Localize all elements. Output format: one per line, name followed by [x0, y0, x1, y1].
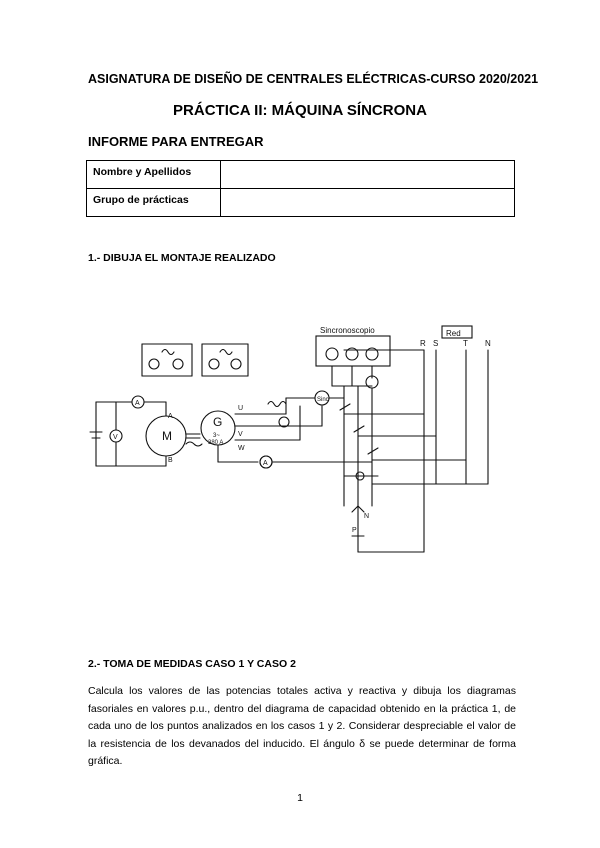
ammeter-label: A — [135, 400, 140, 407]
phase-n-label: N — [485, 339, 491, 348]
grid-label: Red — [446, 329, 461, 338]
group-label: Grupo de prácticas — [87, 189, 221, 217]
node-v-label: V — [238, 431, 243, 438]
generator-spec1: 3~ — [213, 433, 220, 439]
phase-t-label: T — [463, 339, 468, 348]
node-b-label: B — [168, 457, 173, 464]
section1-heading: 1.- DIBUJA EL MONTAJE REALIZADO — [88, 252, 276, 264]
node-p-label: P — [352, 527, 357, 534]
phase-s-label: S — [433, 339, 439, 348]
table-row — [87, 189, 515, 217]
name-field[interactable] — [221, 161, 515, 189]
generator-label: G — [213, 415, 223, 429]
voltmeter-label: V — [113, 434, 118, 441]
node-n-label: N — [364, 513, 370, 520]
course-header: ASIGNATURA DE DISEÑO DE CENTRALES ELÉCTRICAS-CURSO 2020/2021 — [88, 72, 539, 86]
circuit-diagram — [82, 306, 518, 578]
node-a-label: A — [168, 413, 173, 420]
phase-r-label: R — [420, 339, 426, 348]
section2-heading: 2.- TOMA DE MEDIDAS CASO 1 Y CASO 2 — [88, 658, 296, 670]
page-number: 1 — [297, 792, 303, 804]
practice-title: PRÁCTICA II: MÁQUINA SÍNCRONA — [173, 102, 427, 119]
node-u-label: U — [238, 405, 244, 412]
generator-spec2: 380 A — [208, 440, 224, 446]
synchroscope-label: Sincronoscopio — [320, 326, 375, 335]
synch-meter-label: Sinc — [317, 397, 329, 403]
name-label: Nombre y Apellidos — [87, 161, 221, 189]
instructions-paragraph: Calcula los valores de las potencias totales activa y reactiva y dibuja los diagramas fasoriales en valores p.u., dentro del diagrama de capacidad obtenido en la práctica 1, de cada uno de los puntos analizados en los casos 1 y 2. Considerar despreciable el valor de la resistencia de los devanados del inducido. El ángulo δ se puede determinar de forma gráfica. — [88, 685, 516, 767]
report-subtitle: INFORME PARA ENTREGAR — [88, 134, 264, 149]
table-row — [87, 161, 515, 189]
group-field[interactable] — [221, 189, 515, 217]
ammeter-label-2: A — [263, 460, 268, 467]
student-info-table — [86, 160, 515, 217]
motor-label: M — [162, 429, 172, 443]
node-w-label: W — [238, 445, 245, 452]
